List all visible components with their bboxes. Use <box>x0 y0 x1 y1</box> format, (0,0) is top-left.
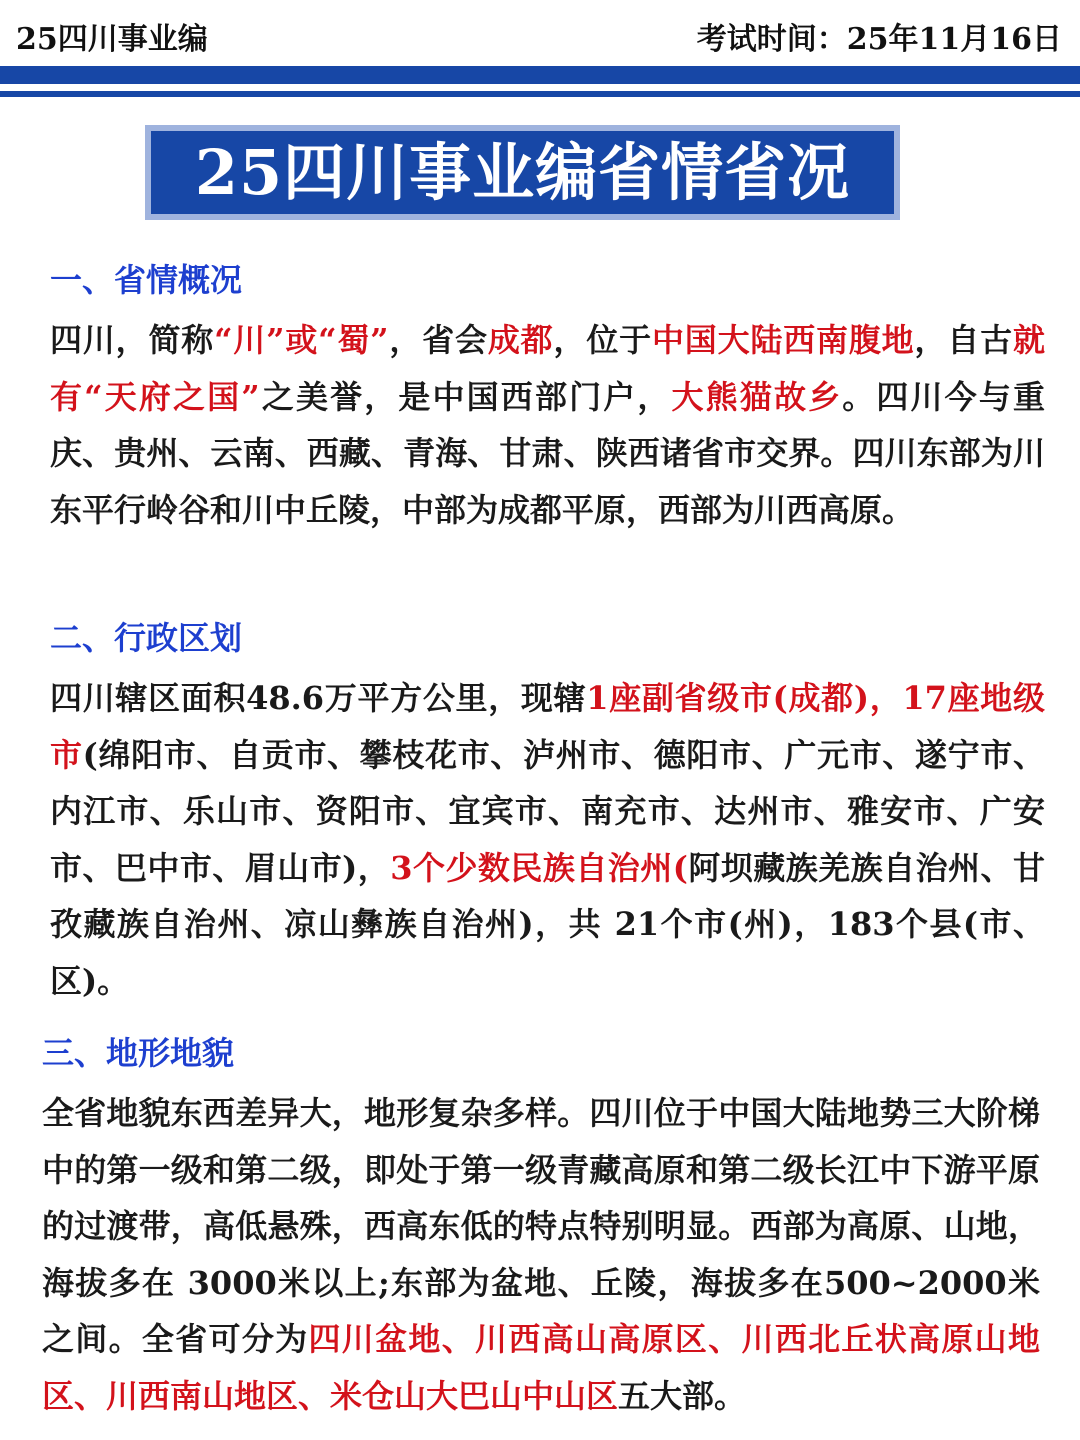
body-text: 五大部。 <box>618 1376 747 1415</box>
section-heading: 二、行政区划 <box>50 619 243 657</box>
page-title: 25四川事业编省情省况 <box>151 131 894 214</box>
body-text: 四川辖区面积48.6万平方公里，现辖 <box>50 679 587 717</box>
section-paragraph <box>50 312 1045 538</box>
body-text: 四川，简称 <box>50 321 215 359</box>
header-divider-thick <box>0 66 1080 84</box>
section-heading: 一、省情概况 <box>50 261 243 299</box>
body-text: ，位于 <box>553 321 652 359</box>
section-terrain <box>0 1031 1080 1425</box>
body-text: (绵阳市、自贡市、攀枝花市、泸州市、德阳市、广元市、遂宁市、内江市、乐山市、资阳市、宜宾市、南充市、达州市、雅安市、广安市、巴中市、眉山市)， <box>50 735 1045 887</box>
highlighted-text: 1座副省级市(成都)，17座地级市 <box>50 679 1045 774</box>
top-header <box>0 0 1080 66</box>
exam-date: 考试时间：25年11月16日 <box>696 22 1062 57</box>
highlighted-text: 成都 <box>487 321 554 359</box>
section-heading: 三、地形地貌 <box>42 1034 235 1072</box>
highlighted-text: 3个少数民族自治州( <box>390 848 688 887</box>
highlighted-text: 四川盆地、川西高山高原区、川西北丘状高原山地区、川西南山地区、米仓山大巴山中山区 <box>42 1320 1040 1415</box>
highlighted-text: 大熊猫故乡 <box>671 377 843 416</box>
body-text: ，自古 <box>914 321 1013 359</box>
body-text: 全省地貌东西差异大，地形复杂多样。四川位于中国大陆地势三大阶梯中的第一级和第二级，即处于第一级青藏高原和第二级长江中下游平原的过渡带，高低悬殊，西高东低的特点特别明显。西部为高原、山地，海拔多在 3000米以上;东部为盆地、丘陵，海拔多在500~2000米之间。全省可分为 <box>42 1094 1040 1359</box>
highlighted-text: 中国大陆西南腹地 <box>651 321 915 359</box>
header-divider-thin <box>0 91 1080 97</box>
title-banner <box>145 125 900 220</box>
body-text: 阿坝藏族羌族自治州、甘孜藏族自治州、凉山彝族自治州)，共 21个市(州)，183个县(市、区)。 <box>50 848 1045 1000</box>
section-administration <box>0 616 1080 1010</box>
section-overview <box>0 258 1080 538</box>
exam-name: 25四川事业编 <box>16 22 208 57</box>
highlighted-text: “川”或“蜀” <box>214 321 389 359</box>
body-text: ，省会 <box>388 321 488 359</box>
body-text: 。四川今与重庆、贵州、云南、西藏、青海、甘肃、陕西诸省市交界。四川东部为川东平行岭谷和川中丘陵，中部为成都平原，西部为川西高原。 <box>50 377 1045 529</box>
section-paragraph <box>50 670 1045 1010</box>
highlighted-text: 就有“天府之国” <box>50 321 1045 416</box>
body-text: 之美誉，是中国西部门户， <box>259 377 672 416</box>
section-paragraph <box>42 1085 1040 1425</box>
